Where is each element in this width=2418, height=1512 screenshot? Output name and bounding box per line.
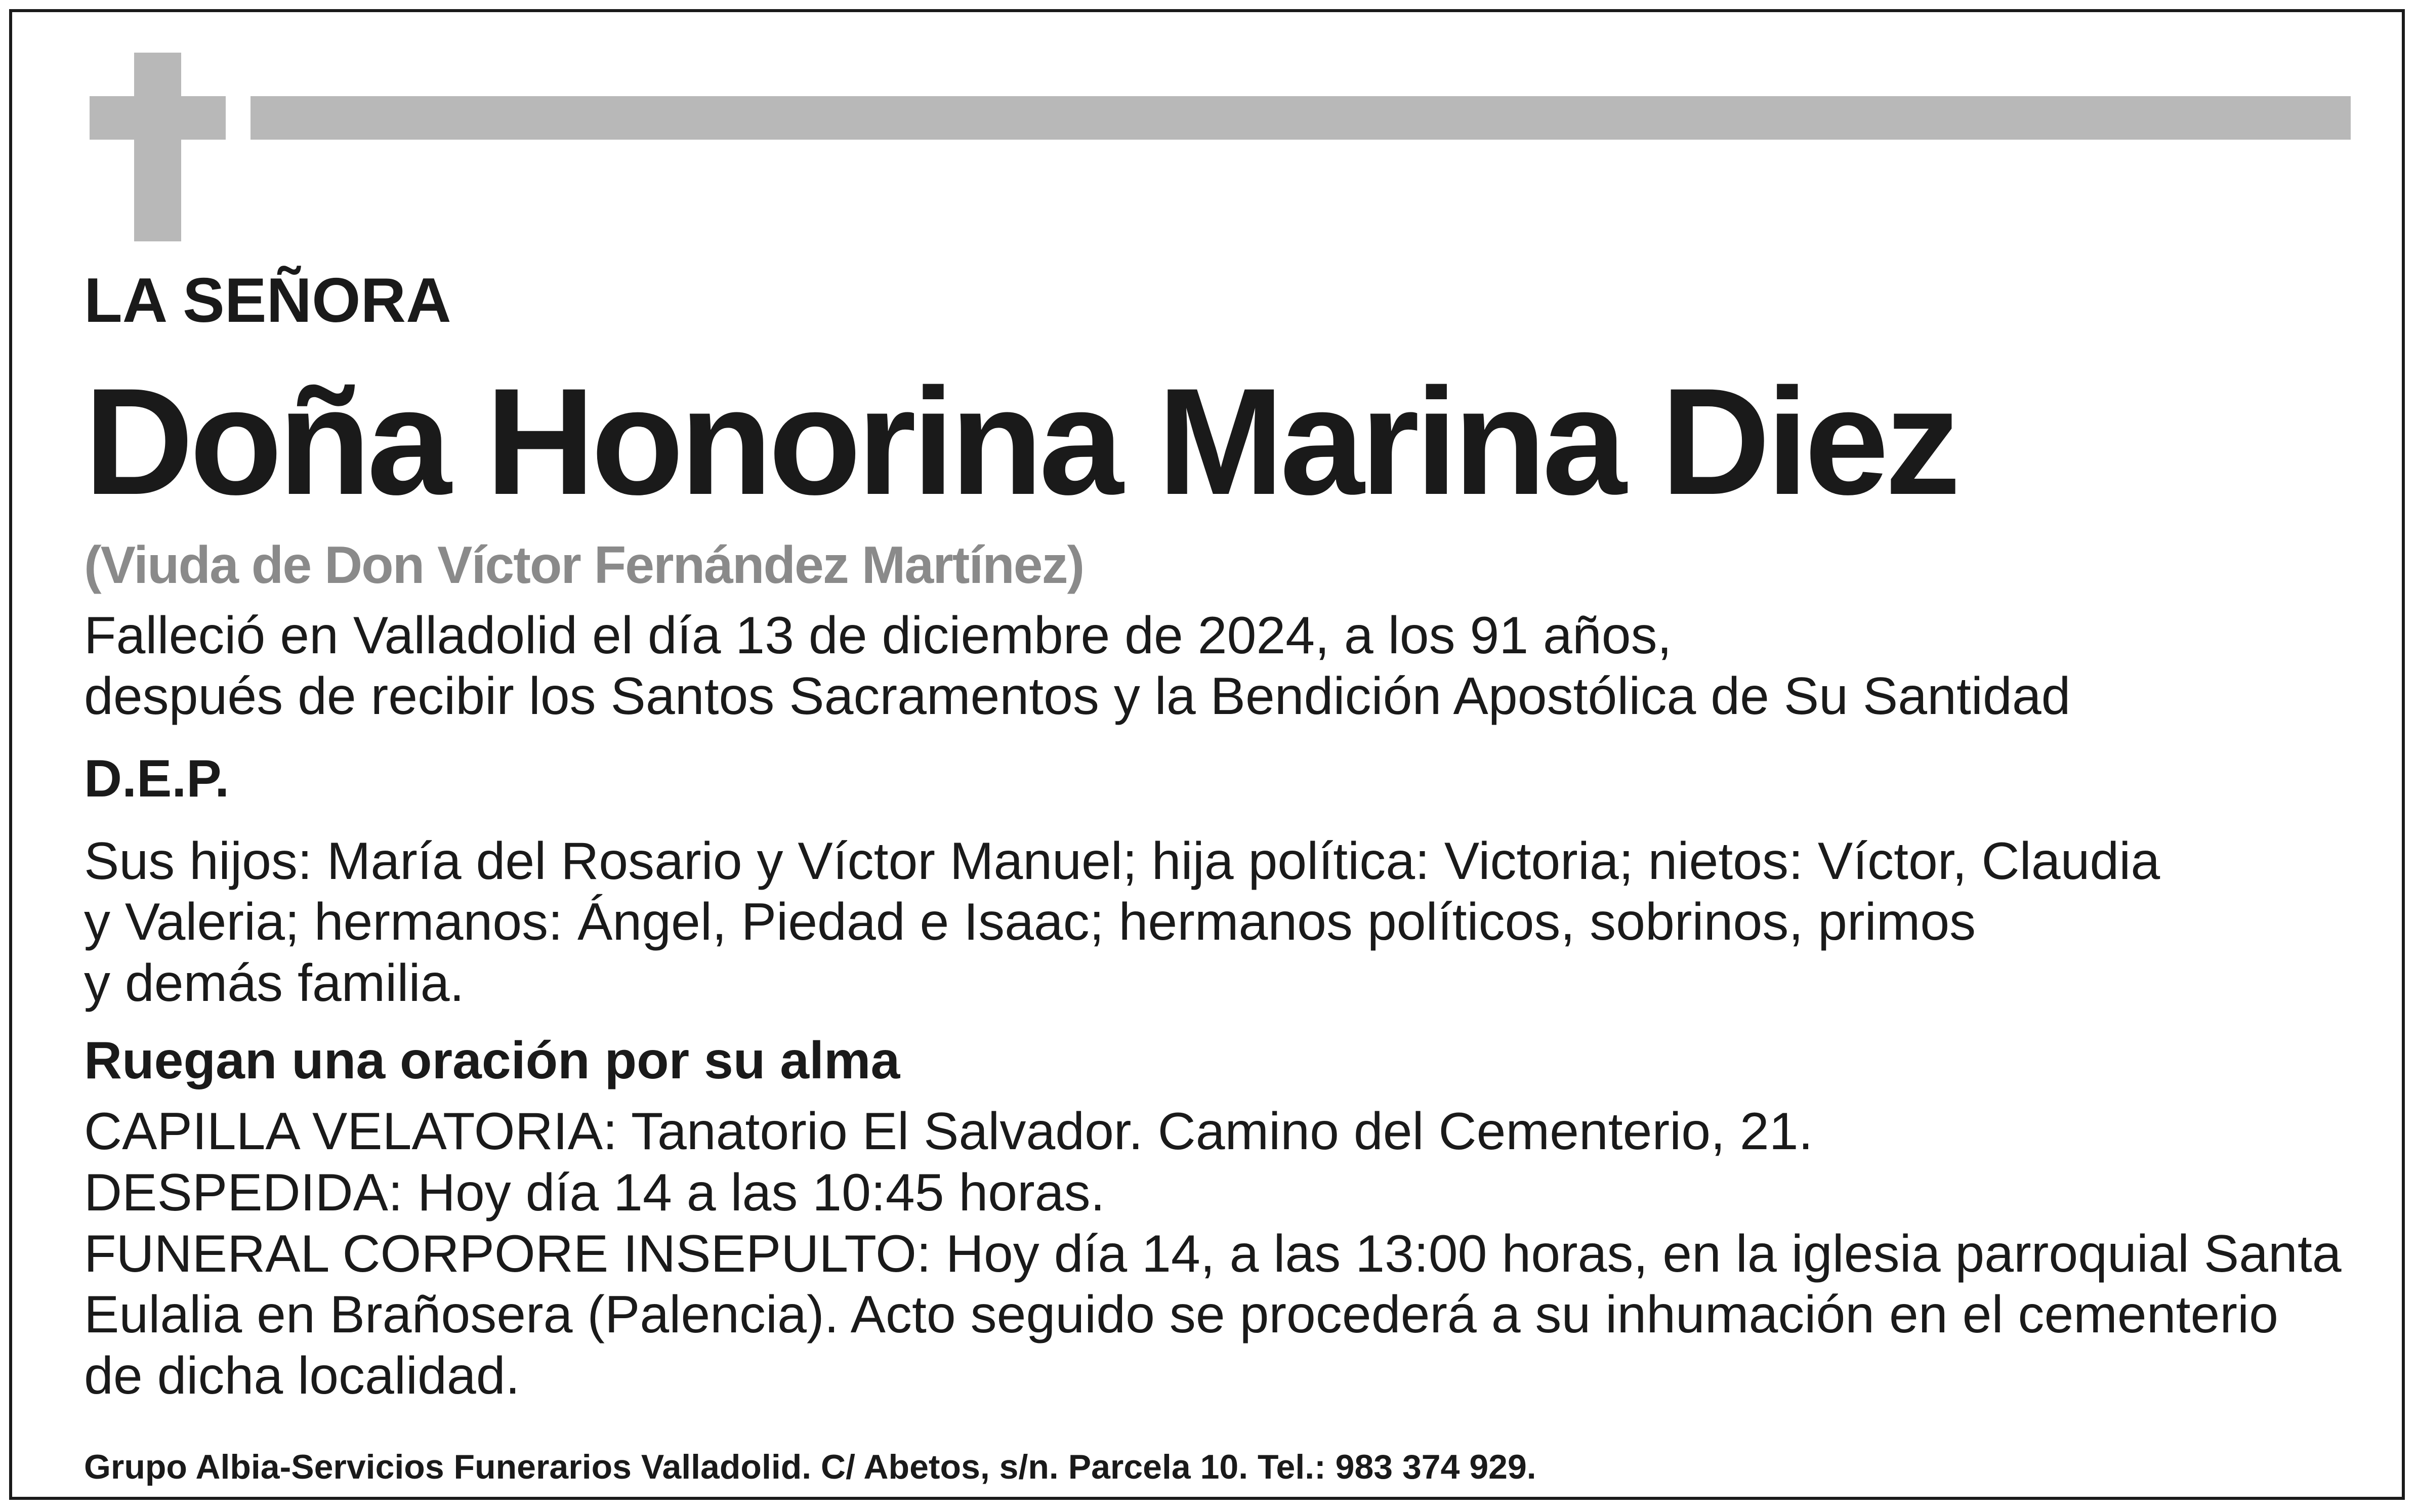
service-line: de dicha localidad.: [84, 1346, 520, 1405]
funeral-home-footer: Grupo Albia-Servicios Funerarios Valladolid. C/ Abetos, s/n. Parcela 10. Tel.: 983 374 929.: [84, 1448, 1536, 1486]
family-line: y demás familia.: [84, 953, 465, 1013]
cross-icon-arm: [90, 96, 226, 140]
widow-note: (Viuda de Don Víctor Fernández Martínez): [84, 535, 1084, 595]
death-details: [84, 605, 2336, 727]
honorific: LA SEÑORA: [84, 266, 451, 335]
death-line: Falleció en Valladolid el día 13 de diciembre de 2024, a los 91 años,: [84, 606, 1672, 665]
cross-icon: [134, 53, 181, 241]
deceased-name: Doña Honorina Marina Diez: [84, 356, 1957, 526]
service-line: Eulalia en Brañosera (Palencia). Acto seguido se procederá a su inhumación en el cementerio: [84, 1285, 2278, 1345]
service-line: CAPILLA VELATORIA: Tanatorio El Salvador. Camino del Cementerio, 21.: [84, 1102, 1813, 1161]
prayer-request: Ruegan una oración por su alma: [84, 1031, 900, 1090]
service-details: [84, 1101, 2342, 1406]
death-line: después de recibir los Santos Sacramentos y la Bendición Apostólica de Su Santidad: [84, 667, 2071, 726]
header-bar: [251, 96, 2351, 140]
notice-content: [84, 263, 2342, 1406]
family-line: Sus hijos: María del Rosario y Víctor Manuel; hija política: Victoria; nietos: Víctor, Claudia: [84, 831, 2160, 891]
service-line: FUNERAL CORPORE INSEPULTO: Hoy día 14, a las 13:00 horas, en la iglesia parroquial Santa: [84, 1224, 2342, 1283]
family-line: y Valeria; hermanos: Ángel, Piedad e Isaac; hermanos políticos, sobrinos, primos: [84, 893, 1976, 952]
family-list: [84, 831, 2336, 1014]
service-line: DESPEDIDA: Hoy día 14 a las 10:45 horas.: [84, 1163, 1105, 1222]
rip-label: D.E.P.: [84, 749, 230, 808]
